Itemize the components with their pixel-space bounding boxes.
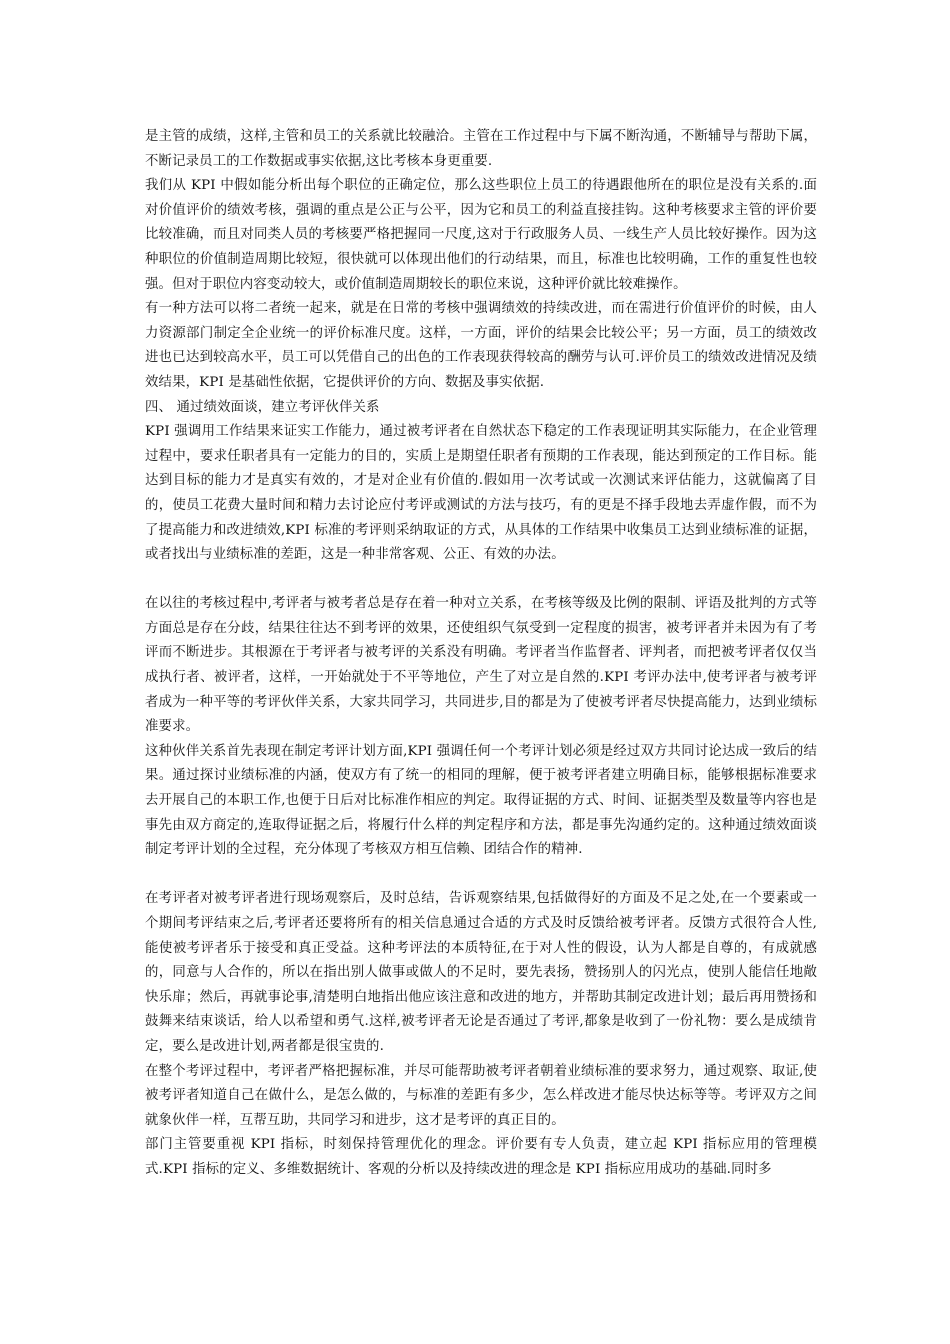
paragraph-9: 部门主管要重视 KPI 指标，时刻保持管理优化的理念。评价要有专人负责，建立起 KPI 指标应用的管理模式.KPI 指标的定义、多维数据统计、客观的分析以及持续改进的理念是 KPI 指标应用成功的基础.同时多: [145, 1137, 817, 1177]
section-heading: 四、 通过绩效面谈，建立考评伙伴关系: [145, 399, 380, 415]
document-page: [145, 125, 817, 1183]
paragraph-3: 有一种方法可以将二者统一起来，就是在日常的考核中强调绩效的持续改进，而在需进行价值评价的时候，由人力资源部门制定全企业统一的评价标准尺度。这样，一方面，评价的结果会比较公平；另一方面，员工的绩效改进也已达到较高水平，员工可以凭借自己的出色的工作表现获得较高的酬劳与认可.评价员工的绩效改进情况及绩效结果，KPI 是基础性依据，它提供评价的方向、数据及事实依据.: [145, 301, 817, 390]
paragraph-5: 在以往的考核过程中,考评者与被考者总是存在着一种对立关系，在考核等级及比例的限制、评语及批判的方式等方面总是存在分歧，结果往往达不到考评的效果，还使组织气氛受到一定程度的损害，被考评者并未因为有了考评而不断进步。其根源在于考评者与被考评的关系没有明确。考评者当作监督者、评判者，而把被考评者仅仅当成执行者、被评者，这样，一开始就处于不平等地位，产生了对立是自然的.KPI 考评办法中,使考评者与被考评者成为一种平等的考评伙伴关系，大家共同学习，共同进步,目的都是为了使被考评者尽快提高能力，达到业绩标准要求。: [145, 596, 817, 735]
paragraph-gap: [145, 863, 817, 888]
paragraph-gap: [145, 568, 817, 593]
paragraph-2: 我们从 KPI 中假如能分析出每个职位的正确定位，那么这些职位上员工的待遇跟他所在的职位是没有关系的.面对价值评价的绩效考核，强调的重点是公正与公平，因为它和员工的利益直接挂钩。这种考核要求主管的评价要比较准确，而且对同类人员的考核要严格把握同一尺度,这对于行政服务人员、一线生产人员比较好操作。因为这种职位的价值制造周期比较短，很快就可以体现出他们的行动结果，而且，标准也比较明确，工作的重复性也较强。但对于职位内容变动较大，或价值制造周期较长的职位来说，这种评价就比较难操作。: [145, 178, 817, 292]
paragraph-7: 在考评者对被考评者进行现场观察后，及时总结，告诉观察结果,包括做得好的方面及不足之处,在一个要素或一个期间考评结束之后,考评者还要将所有的相关信息通过合适的方式及时反馈给被考评者。反馈方式很符合人性,能使被考评者乐于接受和真正受益。这种考评法的本质特征,在于对人性的假设，认为人都是自尊的，有成就感的，同意与人合作的，所以在指出别人做事或做人的不足时，要先表扬，赞扬别人的闪光点，使别人能信任地敞快乐扉；然后，再就事论事,清楚明白地指出他应该注意和改进的地方，并帮助其制定改进计划；最后再用赞扬和鼓舞来结束谈话，给人以希望和勇气.这样,被考评者无论是否通过了考评,都象是收到了一份礼物：要么是成绩肯定，要么是改进计划,两者都是很宝贵的.: [145, 891, 817, 1054]
paragraph-4: KPI 强调用工作结果来证实工作能力，通过被考评者在自然状态下稳定的工作表现证明其实际能力，在企业管理过程中，要求任职者具有一定能力的目的，实质上是期望任职者有预期的工作表现，能达到预定的工作目标。能达到目标的能力才是真实有效的，才是对企业有价值的.假如用一次考试或一次测试来评估能力，这就偏离了目的，使员工花费大量时间和精力去讨论应付考评或测试的方法与技巧，有的更是不择手段地去弄虚作假，而不为了提高能力和改进绩效,KPI 标准的考评则采纳取证的方式，从具体的工作结果中收集员工达到业绩标准的证据，或者找出与业绩标准的差距，这是一种非常客观、公正、有效的办法。: [145, 424, 817, 563]
paragraph-6: 这种伙伴关系首先表现在制定考评计划方面,KPI 强调任何一个考评计划必须是经过双方共同讨论达成一致后的结果。通过探讨业绩标准的内涵，使双方有了统一的相同的理解，便于被考评者建立明确目标，能够根据标准要求去开展自己的本职工作,也便于日后对比标准作相应的判定。取得证据的方式、时间、证据类型及数量等内容也是事先由双方商定的,连取得证据之后，将履行什么样的判定程序和方法，都是事先沟通约定的。这种通过绩效面谈制定考评计划的全过程，充分体现了考核双方相互信赖、团结合作的精神.: [145, 743, 817, 858]
paragraph-1: 是主管的成绩，这样,主管和员工的关系就比较融洽。主管在工作过程中与下属不断沟通，不断辅导与帮助下属，不断记录员工的工作数据或事实依据,这比考核本身更重要.: [145, 129, 817, 169]
paragraph-8: 在整个考评过程中，考评者严格把握标准，并尽可能帮助被考评者朝着业绩标准的要求努力，通过观察、取证,使被考评者知道自己在做什么，是怎么做的，与标准的差距有多少，怎么样改进才能尽快达标等等。考评双方之间就象伙伴一样，互帮互助，共同学习和进步，这才是考评的真正目的。: [145, 1063, 817, 1128]
